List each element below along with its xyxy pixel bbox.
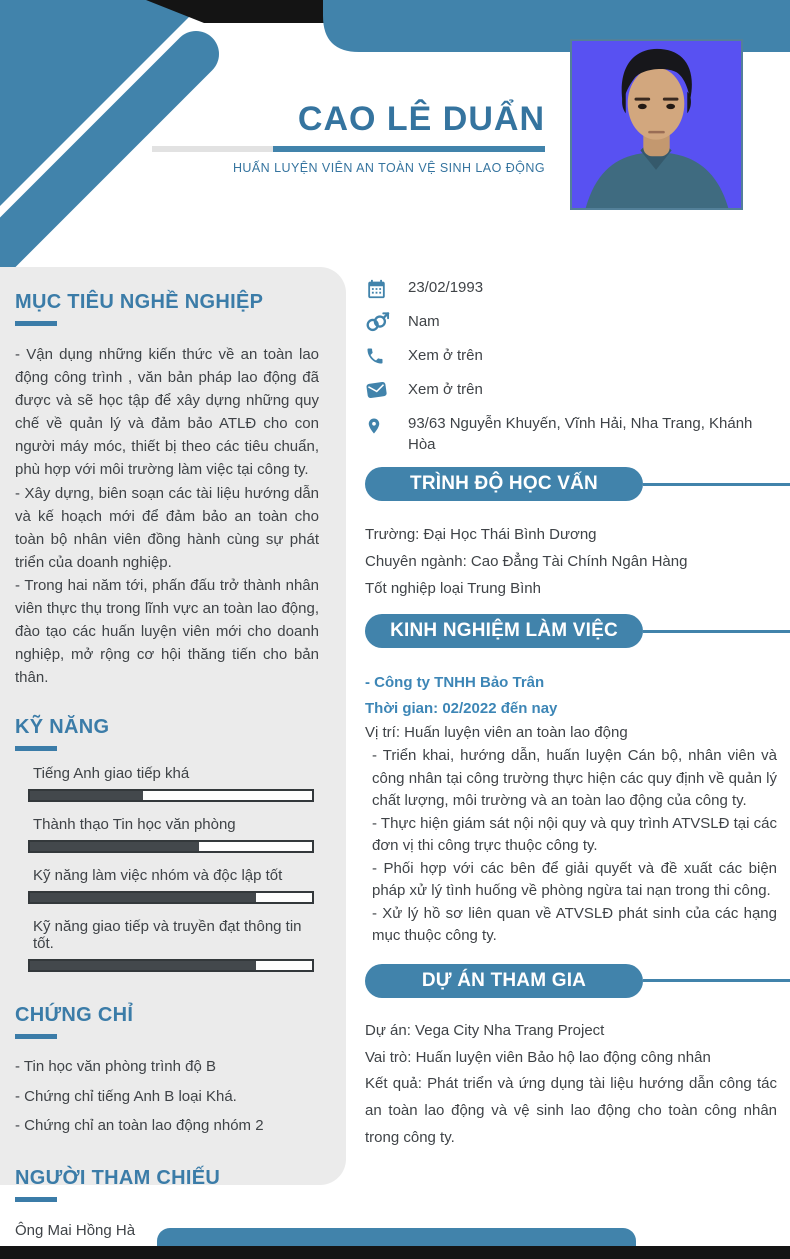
section-pill-education: TRÌNH ĐỘ HỌC VẤN xyxy=(365,467,643,501)
skill-item xyxy=(28,867,314,904)
gender-icon xyxy=(365,312,390,334)
experience-bullet: - Phối hợp với các bên để giải quyết và đề xuất các biện pháp xử lý tình huống về phòng ngừa tai nạn trong thi công. xyxy=(372,859,777,900)
phone-icon xyxy=(365,346,390,368)
skill-bar-fill xyxy=(30,842,199,851)
title-divider xyxy=(152,146,545,152)
skill-bar xyxy=(28,789,314,802)
contact-row xyxy=(365,414,790,455)
section-title-rule xyxy=(15,1034,57,1039)
experience-bullet: - Xử lý hồ sơ liên quan về ATVSLĐ phát sinh của các hạng mục thuộc công ty. xyxy=(372,904,777,945)
birthdate-value: 23/02/1993 xyxy=(408,279,484,296)
skill-item xyxy=(28,816,314,853)
skill-item xyxy=(28,765,314,802)
certificate-item: - Chứng chỉ an toàn lao động nhóm 2 xyxy=(15,1116,264,1134)
email-value: Xem ở trên xyxy=(408,381,483,398)
profile-photo xyxy=(570,39,743,210)
skill-bar xyxy=(28,840,314,853)
section-rule-line xyxy=(643,630,790,633)
section-title-rule xyxy=(15,1197,57,1202)
certificate-item: - Chứng chỉ tiếng Anh B loại Khá. xyxy=(15,1087,237,1105)
section-rule-line xyxy=(643,483,790,486)
phone-value: Xem ở trên xyxy=(408,347,483,364)
main-column xyxy=(365,278,790,1151)
address-value: 93/63 Nguyễn Khuyến, Vĩnh Hải, Nha Trang, Khánh Hòa xyxy=(408,415,753,453)
skill-bar-fill xyxy=(30,893,256,902)
skill-label: Kỹ năng làm việc nhóm và độc lập tốt xyxy=(33,867,283,885)
gender-value: Nam xyxy=(408,313,440,330)
experience-position: Vị trí: Huấn luyện viên an toàn lao động xyxy=(365,724,628,742)
job-subtitle: HUẤN LUYỆN VIÊN AN TOÀN VỆ SINH LAO ĐỘNG xyxy=(232,161,545,176)
reference-name: Ông Mai Hồng Hà xyxy=(15,1222,136,1240)
section-title-rule xyxy=(15,321,57,326)
contact-row xyxy=(365,278,790,300)
projects-header xyxy=(365,964,790,998)
skill-label: Thành thạo Tin học văn phòng xyxy=(33,816,236,834)
project-result: Kết quả: Phát triển và ứng dụng tài liệu hướng dẫn công tác an toàn lao động và vệ sinh lao động cho toàn công nhân trong công ty. xyxy=(365,1075,777,1146)
location-icon xyxy=(365,414,390,436)
calendar-icon xyxy=(365,278,390,300)
header-text-block xyxy=(152,101,545,175)
footer-black-bar xyxy=(0,1246,790,1259)
project-role: Vai trò: Huấn luyện viên Bảo hộ lao động công nhân xyxy=(365,1048,711,1066)
skill-label: Kỹ năng giao tiếp và truyền đạt thông tin tốt. xyxy=(33,918,302,953)
skill-bar xyxy=(28,891,314,904)
education-school: Trường: Đại Học Thái Bình Dương xyxy=(365,526,597,544)
experience-bullet: - Triển khai, hướng dẫn, huấn luyện Cán bộ, nhân viên và công nhân tại công trường thực hiện các quy định về quản lý chất lượng, môi trường và an toàn lao động của công ty. xyxy=(372,747,777,810)
skill-bar-fill xyxy=(30,791,143,800)
education-major: Chuyên ngành: Cao Đẳng Tài Chính Ngân Hàng xyxy=(365,553,688,571)
skill-bar-fill xyxy=(30,961,256,970)
education-grade: Tốt nghiệp loại Trung Bình xyxy=(365,579,541,597)
skill-label: Tiếng Anh giao tiếp khá xyxy=(33,765,190,783)
project-name: Dự án: Vega City Nha Trang Project xyxy=(365,1021,605,1039)
sidebar xyxy=(0,267,346,1240)
experience-time: Thời gian: 02/2022 đến nay xyxy=(365,699,558,717)
section-title-skills: KỸ NĂNG xyxy=(15,716,110,739)
section-title-certificates: CHỨNG CHỈ xyxy=(15,1004,134,1027)
skill-bar xyxy=(28,959,314,972)
section-title-references: NGƯỜI THAM CHIẾU xyxy=(15,1167,221,1190)
section-title-objective: MỤC TIÊU NGHỀ NGHIỆP xyxy=(15,291,264,313)
section-pill-experience: KINH NGHIỆM LÀM VIỆC xyxy=(365,614,643,648)
section-title-rule xyxy=(15,746,57,751)
page-title: CAO LÊ DUẨN xyxy=(297,100,545,138)
objective-paragraph: - Xây dựng, biên soạn các tài liệu hướng dẫn và kế hoạch mới để đảm bảo an toàn cho toàn bộ nhân viên đồng hành cùng sự phát triển của doanh nghiệp. xyxy=(15,484,319,571)
email-icon xyxy=(365,380,390,402)
education-header xyxy=(365,467,790,501)
section-pill-projects: DỰ ÁN THAM GIA xyxy=(365,964,643,998)
experience-header xyxy=(365,614,790,648)
objective-text xyxy=(15,343,319,689)
objective-section xyxy=(15,291,319,689)
contact-row xyxy=(365,380,790,402)
skills-section xyxy=(15,716,319,972)
objective-paragraph: - Vận dụng những kiến thức về an toàn lao động công trình , văn bản pháp lao động đã được và sẽ học tập để xây dựng những quy chế về quản lý và đảm bảo ATLĐ cho con người máy móc, thiết bị theo các tiêu chuẩn, phù hợp với môi trường làm việc tại công ty. xyxy=(15,346,319,479)
contact-row xyxy=(365,312,790,334)
skill-item xyxy=(28,918,314,972)
section-rule-line xyxy=(643,979,790,982)
certificates-section xyxy=(15,1004,319,1140)
experience-company: - Công ty TNHH Bảo Trân xyxy=(365,674,545,692)
contact-row xyxy=(365,346,790,368)
certificate-item: - Tin học văn phòng trình độ B xyxy=(15,1058,216,1076)
experience-bullet: - Thực hiện giám sát nội nội quy và quy trình ATVSLĐ tại các đơn vị thi công trực thuộc công ty. xyxy=(372,814,777,855)
objective-paragraph: - Trong hai năm tới, phấn đấu trở thành nhân viên thực thụ trong lĩnh vực an toàn lao động, đào tạo các huấn luyện viên mới cho doanh nghiệp, mở rộng cơ hội thăng tiến cho bản thân. xyxy=(15,576,319,687)
